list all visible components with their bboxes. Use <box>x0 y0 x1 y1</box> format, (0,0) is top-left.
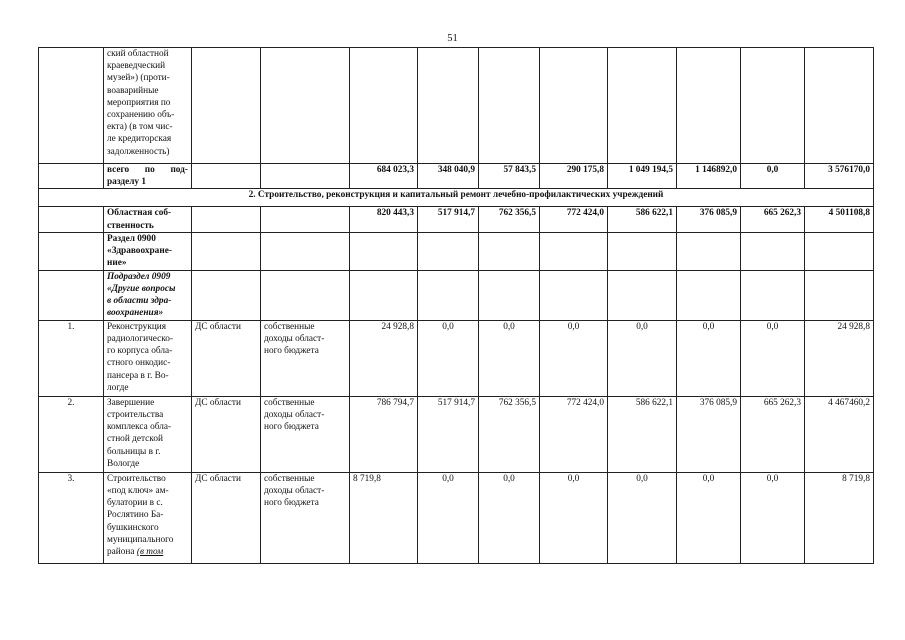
section-title: 2. Строительство, реконструкция и капитальный ремонт лечебно-профилактических учреждений <box>39 189 874 207</box>
text-line: бушкинского <box>107 522 159 533</box>
value-cell: 0,0 <box>608 472 677 563</box>
customer-cell: ДС области <box>192 396 261 472</box>
value-cell <box>540 48 608 164</box>
podrazdel-row <box>39 270 874 320</box>
section-header-row <box>39 189 874 207</box>
text-line: строительства <box>107 410 164 421</box>
razdel-row <box>39 232 874 270</box>
text-line: воаварийные <box>107 85 159 96</box>
value-cell: 0,0 <box>418 472 479 563</box>
value-cell: 820 443,3 <box>350 207 418 232</box>
customer-cell <box>192 270 261 320</box>
text-line: муниципального <box>107 534 174 545</box>
customer-cell: ДС области <box>192 320 261 396</box>
text-line: ного бюджета <box>264 422 319 433</box>
text-line: собственные <box>264 397 315 408</box>
row-number-cell <box>39 270 104 320</box>
value-cell <box>677 48 741 164</box>
source-cell <box>261 270 350 320</box>
value-cell: 3 576170,0 <box>805 164 874 189</box>
table-row <box>39 396 874 472</box>
value-cell: 0,0 <box>608 320 677 396</box>
row-number-cell: 3. <box>39 472 104 563</box>
text-line: доходы област- <box>264 410 325 421</box>
value-cell: 376 085,9 <box>677 396 741 472</box>
text-line: Реконструкция <box>107 321 167 332</box>
text-line: «Здравоохране- <box>107 246 172 257</box>
customer-cell: ДС области <box>192 472 261 563</box>
value-cell: 517 914,7 <box>418 396 479 472</box>
customer-cell <box>192 164 261 189</box>
text-line: доходы област- <box>264 486 325 497</box>
value-cell: 586 622,1 <box>608 207 677 232</box>
source-cell <box>261 164 350 189</box>
text-line: стного онкодис- <box>107 358 171 369</box>
text-line: екта) (в том чис- <box>107 122 173 133</box>
value-cell: 290 175,8 <box>540 164 608 189</box>
value-cell <box>805 270 874 320</box>
value-cell <box>479 232 540 270</box>
table-row <box>39 48 874 164</box>
ownership-row <box>39 207 874 232</box>
customer-cell <box>192 48 261 164</box>
value-cell: 348 040,9 <box>418 164 479 189</box>
row-number-cell: 1. <box>39 320 104 396</box>
value-cell <box>350 232 418 270</box>
source-cell <box>261 472 350 563</box>
text-line: логде <box>107 382 129 393</box>
value-cell: 665 262,3 <box>741 207 805 232</box>
text-line: пансера в г. Во- <box>107 370 169 381</box>
value-cell <box>677 232 741 270</box>
value-cell: 4 501108,8 <box>805 207 874 232</box>
text-line: радиологическо- <box>107 334 174 345</box>
value-cell: 24 928,8 <box>805 320 874 396</box>
text-line: «под ключ» ам- <box>107 486 169 497</box>
text-line: разделу 1 <box>107 177 147 188</box>
value-cell: 0,0 <box>479 320 540 396</box>
table-row <box>39 472 874 563</box>
text-line: сохранению объ- <box>107 110 175 121</box>
text-line: Областная соб- <box>107 208 172 219</box>
text-line: булатории в с. <box>107 498 163 509</box>
table-row <box>39 320 874 396</box>
value-cell: 0,0 <box>741 320 805 396</box>
customer-cell <box>192 232 261 270</box>
value-cell: 786 794,7 <box>350 396 418 472</box>
source-cell <box>261 207 350 232</box>
row-number-cell <box>39 207 104 232</box>
subtotal-label <box>104 164 192 189</box>
value-cell <box>350 270 418 320</box>
value-cell <box>741 232 805 270</box>
text-line: больницы в г. <box>107 446 161 457</box>
text-line: ственность <box>107 220 154 231</box>
text-line: Раздел 0900 <box>107 233 156 244</box>
text-line: собственные <box>264 321 315 332</box>
row-number-cell: 2. <box>39 396 104 472</box>
source-cell <box>261 396 350 472</box>
value-cell: 0,0 <box>741 472 805 563</box>
value-cell: 0,0 <box>741 164 805 189</box>
value-cell <box>418 270 479 320</box>
budget-table <box>38 47 874 564</box>
value-cell <box>608 270 677 320</box>
page-number: 51 <box>447 33 458 44</box>
text-line: воохранения» <box>107 308 164 319</box>
value-cell: 586 622,1 <box>608 396 677 472</box>
value-cell: 376 085,9 <box>677 207 741 232</box>
text-line: ский областной <box>107 49 169 59</box>
text-line: Строительство <box>107 473 166 484</box>
text-line: «Другие вопросы <box>107 284 176 295</box>
value-cell <box>741 270 805 320</box>
text-line: стной детской <box>107 434 163 445</box>
text-fragment: (в том <box>136 547 164 558</box>
text-line: го корпуса обла- <box>107 346 173 357</box>
value-cell: 8 719,8 <box>805 472 874 563</box>
ownership-label <box>104 207 192 232</box>
text-line <box>107 546 188 558</box>
text-line: музей») (проти- <box>107 73 170 84</box>
value-cell <box>741 48 805 164</box>
text-line: ние» <box>107 258 127 269</box>
item-name-cell <box>104 48 192 164</box>
value-cell <box>805 232 874 270</box>
value-cell <box>805 48 874 164</box>
value-cell: 0,0 <box>479 472 540 563</box>
text-line: всего по под- <box>107 165 188 175</box>
value-cell: 8 719,8 <box>350 472 418 563</box>
text-line: Рослятино Ба- <box>107 510 164 521</box>
text-line: ле кредиторская <box>107 134 172 145</box>
value-cell <box>608 48 677 164</box>
value-cell: 762 356,5 <box>479 396 540 472</box>
row-number-cell <box>39 232 104 270</box>
text-line: Вологде <box>107 458 140 469</box>
text-line: Подраздел 0909 <box>107 271 171 282</box>
text-line: собственные <box>264 473 315 484</box>
value-cell: 0,0 <box>677 320 741 396</box>
subtotal-row <box>39 164 874 189</box>
source-cell <box>261 320 350 396</box>
value-cell: 684 023,3 <box>350 164 418 189</box>
value-cell: 57 843,5 <box>479 164 540 189</box>
value-cell <box>418 48 479 164</box>
value-cell: 772 424,0 <box>540 396 608 472</box>
value-cell: 4 467460,2 <box>805 396 874 472</box>
text-line: комплекса обла- <box>107 422 172 433</box>
text-line: задолженность) <box>107 146 170 157</box>
razdel-label <box>104 232 192 270</box>
text-line: ного бюджета <box>264 498 319 509</box>
podrazdel-label <box>104 270 192 320</box>
text-fragment: района <box>107 547 135 558</box>
text-line: краеведческий <box>107 61 166 72</box>
customer-cell <box>192 207 261 232</box>
item-name-cell <box>104 472 192 563</box>
value-cell <box>608 232 677 270</box>
value-cell <box>418 232 479 270</box>
value-cell: 517 914,7 <box>418 207 479 232</box>
text-line: доходы област- <box>264 334 325 345</box>
item-name-cell <box>104 396 192 472</box>
text-line: мероприятия по <box>107 97 171 108</box>
value-cell: 0,0 <box>540 472 608 563</box>
value-cell: 1 146892,0 <box>677 164 741 189</box>
text-line: в области здра- <box>107 296 172 307</box>
value-cell <box>479 270 540 320</box>
value-cell: 762 356,5 <box>479 207 540 232</box>
value-cell: 24 928,8 <box>350 320 418 396</box>
text-line: Завершение <box>107 397 155 408</box>
value-cell: 0,0 <box>418 320 479 396</box>
value-cell: 0,0 <box>540 320 608 396</box>
value-cell <box>677 270 741 320</box>
source-cell <box>261 48 350 164</box>
value-cell: 1 049 194,5 <box>608 164 677 189</box>
value-cell <box>540 232 608 270</box>
value-cell <box>350 48 418 164</box>
value-cell <box>479 48 540 164</box>
row-number-cell <box>39 164 104 189</box>
value-cell: 0,0 <box>677 472 741 563</box>
row-number-cell <box>39 48 104 164</box>
value-cell: 772 424,0 <box>540 207 608 232</box>
value-cell: 665 262,3 <box>741 396 805 472</box>
source-cell <box>261 232 350 270</box>
item-name-cell <box>104 320 192 396</box>
text-line: ного бюджета <box>264 346 319 357</box>
value-cell <box>540 270 608 320</box>
